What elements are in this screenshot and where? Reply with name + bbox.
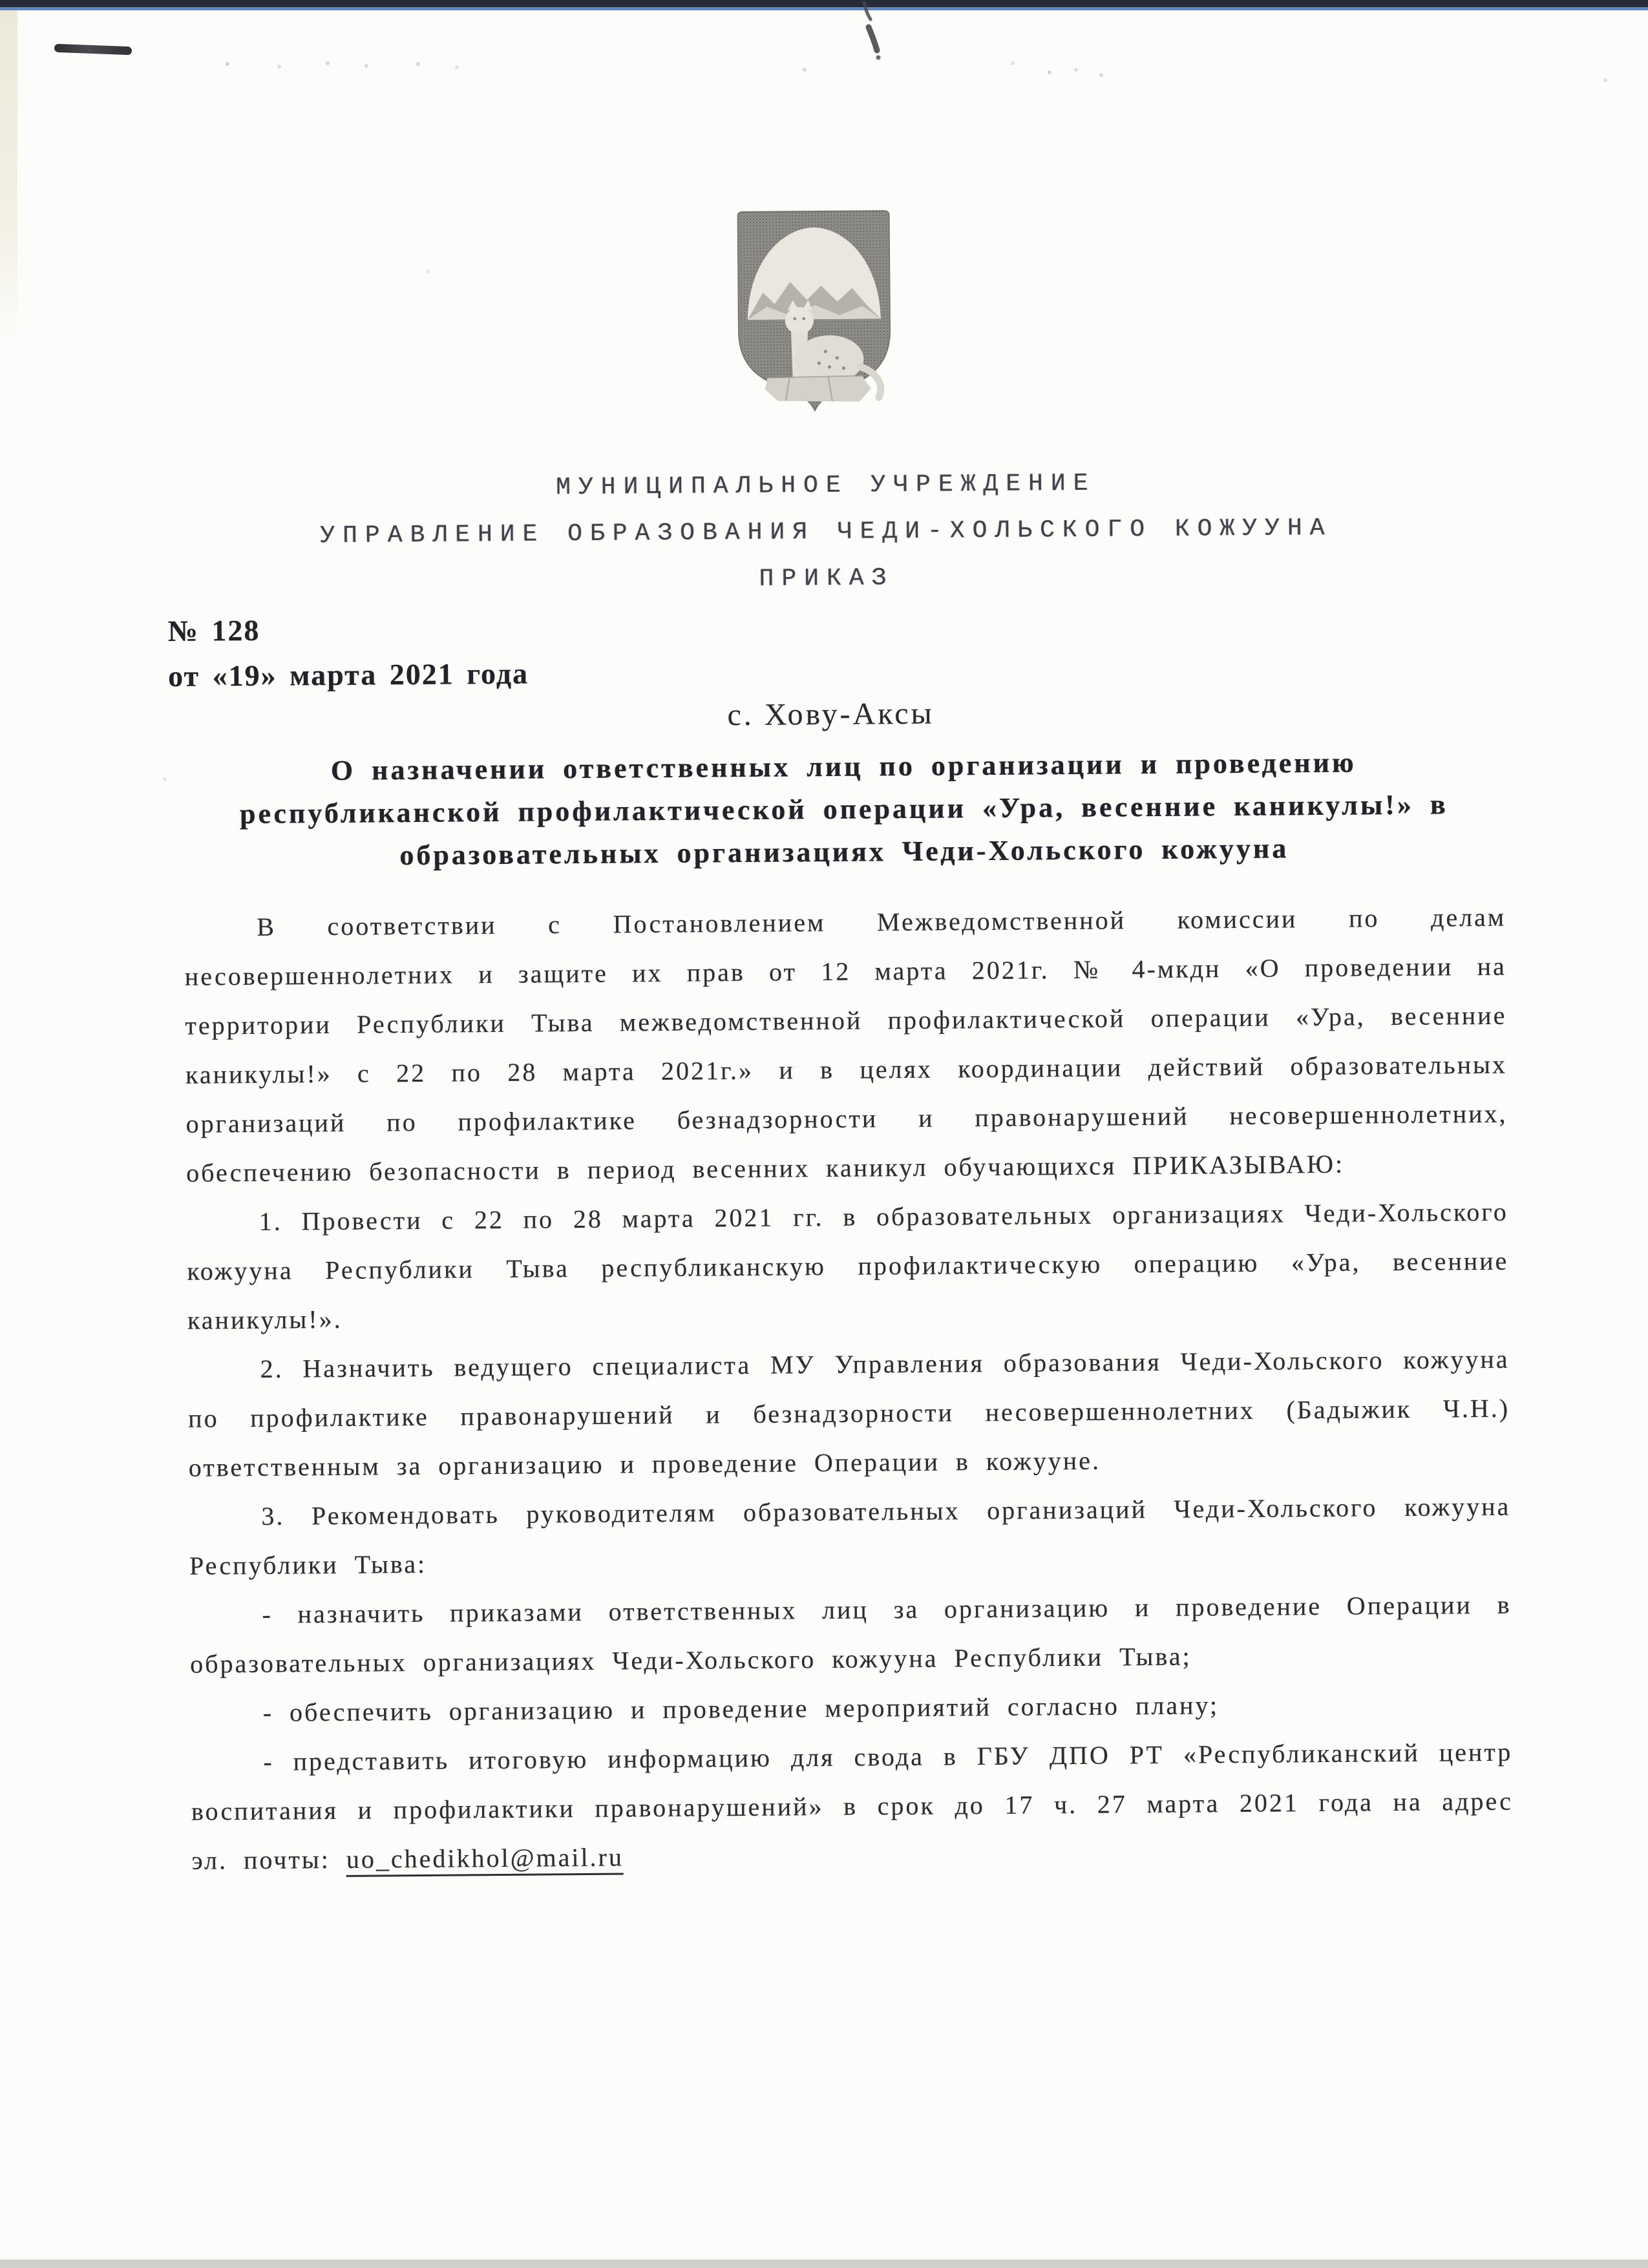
place-line: с. Хову-Аксы xyxy=(727,696,935,733)
paragraph-item-3: 3. Рекомендовать руководителям образовательных организаций Чеди-Хольского кожууна Республики Тыва: xyxy=(189,1491,1511,1580)
order-meta xyxy=(167,606,529,699)
snow-leopard-crest-emblem xyxy=(730,207,898,414)
email-address: uo_chedikhol@mail.ru xyxy=(346,1842,624,1876)
paragraph-preamble: В соответствии с Постановлением Межведомственной комиссии по делам несовершеннолетних и защите их прав от 12 марта 2021г. № 4-мкдн «О проведении на территории Республики Тыва межведомственной профилактической операции «Ура, весенние каникулы!» с 22 по 28 марта 2021г.» и в целях координации действий образовательных организаций по профилактике безнадзорности и правонарушений несовершеннолетних, обеспечению безопасности в период весенних каникул обучающихся ПРИКАЗЫВАЮ: xyxy=(184,902,1508,1188)
paragraph-item-2: 2. Назначить ведущего специалиста МУ Управления образования Чеди-Хольского кожууна по профилактике правонарушений и безнадзорности несовершеннолетних (Бадыжик Ч.Н.) ответственным за организацию и проведение Операции в кожууне. xyxy=(188,1344,1510,1482)
subitem-3-text: - представить итоговую информацию для свода в ГБУ ДПО РТ «Республиканский центр воспитания и профилактики правонарушений» в срок до 17 ч. 27 марта 2021 года на адрес эл. почты: xyxy=(191,1737,1514,1875)
order-number: № 128 xyxy=(167,613,260,647)
paragraph-item-1: 1. Провести с 22 по 28 марта 2021 гг. в образовательных организациях Чеди-Хольского кожууна Республики Тыва республиканскую профилактическую операцию «Ура, весенние каникулы!». xyxy=(187,1197,1509,1335)
document-title xyxy=(40,739,1647,880)
letterhead-line-1: МУНИЦИПАЛЬНОЕ УЧРЕЖДЕНИЕ xyxy=(556,469,1096,502)
paragraph-subitem-1: - назначить приказами ответственных лиц за организацию и проведение Операции в образовательных организациях Чеди-Хольского кожууна Республики Тыва; xyxy=(189,1590,1512,1679)
letterhead xyxy=(7,456,1646,609)
title-line-3: образовательных организациях Чеди-Хольского кожууна xyxy=(399,832,1289,872)
rocks xyxy=(765,375,871,402)
scan-speckles xyxy=(0,0,3,3)
title-line-2: республиканской профилактической операции «Ура, весенние каникулы!» в xyxy=(239,788,1448,830)
document-body xyxy=(184,893,1514,1885)
paragraph-subitem-3 xyxy=(191,1728,1514,1885)
title-line-1: О назначении ответственных лиц по организации и проведению xyxy=(330,746,1357,786)
paragraph-subitem-2: - обеспечить организацию и проведение мероприятий согласно плану; xyxy=(262,1690,1220,1727)
letterhead-line-2: УПРАВЛЕНИЕ ОБРАЗОВАНИЯ ЧЕДИ-ХОЛЬСКОГО КОЖУУНА xyxy=(320,514,1333,551)
letterhead-line-3: ПРИКАЗ xyxy=(759,564,894,593)
order-date: от «19» марта 2021 года xyxy=(167,656,529,693)
